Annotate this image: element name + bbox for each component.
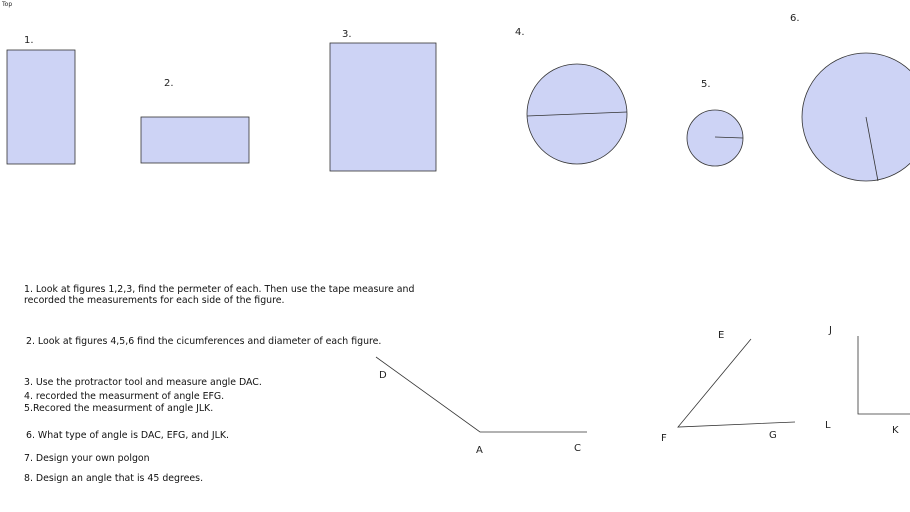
instruction-4: 4. recorded the measurment of angle EFG. — [24, 391, 225, 402]
instruction-6: 6. What type of angle is DAC, EFG, and JLK. — [26, 430, 230, 441]
view-label: Top — [2, 1, 13, 8]
instruction-5: 5.Recored the measurment of angle JLK. — [24, 403, 214, 414]
instruction-2: 2. Look at figures 4,5,6 find the cicumferences and diameter of each figure. — [26, 336, 382, 347]
instruction-1-line-1: 1. Look at figures 1,2,3, find the permeter of each. Then use the tape measure and — [24, 284, 415, 295]
figure-6-circle[interactable] — [802, 53, 910, 181]
figure-4-label: 4. — [515, 27, 525, 38]
angle-efg[interactable] — [678, 339, 795, 427]
instruction-1-line-2: recorded the measurements for each side of the figure. — [24, 295, 285, 306]
angle-dac-point-c: C — [574, 443, 581, 454]
instruction-7: 7. Design your own polgon — [24, 453, 150, 464]
figure-1-rectangle[interactable] — [7, 50, 75, 164]
figure-2-label: 2. — [164, 78, 174, 89]
instruction-3: 3. Use the protractor tool and measure angle DAC. — [24, 377, 262, 388]
angle-jlk-point-j: J — [829, 325, 832, 336]
angle-dac-point-d: D — [379, 370, 387, 381]
instruction-8: 8. Design an angle that is 45 degrees. — [24, 473, 204, 484]
figure-1-label: 1. — [24, 35, 34, 46]
figure-2-rectangle[interactable] — [141, 117, 249, 163]
figure-6-label: 6. — [790, 13, 800, 24]
angle-dac[interactable] — [376, 357, 587, 432]
angle-efg-point-g: G — [769, 430, 777, 441]
figure-3-square[interactable] — [330, 43, 436, 171]
angle-efg-point-e: E — [718, 330, 725, 341]
angle-jlk-point-k: K — [892, 425, 899, 436]
angle-dac-point-a: A — [476, 445, 483, 456]
figure-3-label: 3. — [342, 29, 352, 40]
angle-efg-point-f: F — [661, 433, 667, 444]
figure-5-label: 5. — [701, 79, 711, 90]
angle-jlk-point-l: L — [825, 420, 831, 431]
angle-jlk[interactable] — [858, 336, 910, 414]
